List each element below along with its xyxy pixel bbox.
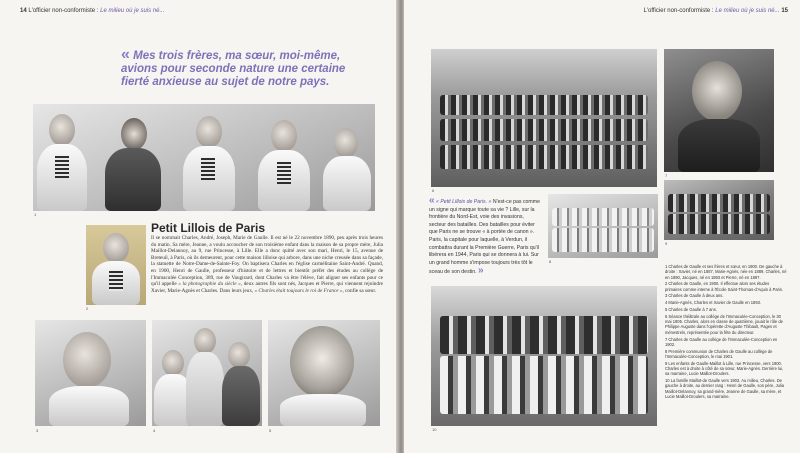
people-row	[440, 145, 648, 169]
toddler-body	[49, 386, 129, 426]
people-row	[440, 119, 648, 141]
child-body	[323, 156, 371, 211]
left-page-number: 14	[20, 8, 27, 14]
inset-quote-italic: « Petit Lillois de Paris. »	[436, 199, 492, 205]
left-header-subtitle: Le milieu où je suis né...	[100, 8, 165, 14]
people-row	[440, 356, 648, 414]
right-running-header: L'officier non-conformiste : Le milieu où je suis né... 15	[643, 8, 788, 14]
schoolboy-body	[678, 119, 760, 172]
caption-item: 4 Marie-Agnès, Charles et Xavier de Gaulle en 1893.	[665, 300, 762, 306]
child-head	[228, 342, 250, 368]
charles-portrait	[86, 225, 146, 305]
child-head	[271, 120, 297, 152]
photo-captions	[665, 264, 787, 401]
child-head	[196, 116, 222, 148]
photo-number: 5	[269, 428, 272, 433]
caption-item: 10 La famille Maillot-de Gaulle vers 1903. Au milieu, Charles. De gauche à droite, au dernier rang : Henri de Gaulle, son père, Julia Maillot-Delannoy, sa grand-mère, Jeanne de Gaulle, sa mère, et Lucie Maillot-Droulers, sa marraine.	[665, 378, 785, 400]
photo-number: 7	[665, 173, 668, 178]
photo-number: 6	[432, 188, 435, 193]
people-row	[668, 194, 769, 212]
boy-head	[290, 326, 354, 398]
toddler-photo	[35, 320, 146, 426]
quote-open-mark: «	[121, 46, 130, 63]
caption-item: 8 Première communion de Charles de Gaulle au collège de l'Immaculée-Conception, le mai 1901.	[665, 348, 773, 359]
pull-quote-text: Mes trois frères, ma sœur, moi-même, avions pour seconde nature une certaine fierté anxieuse au sujet de notre pays.	[121, 50, 346, 88]
striped-shirt	[277, 162, 291, 184]
caption-item: 9 Les enfants de Gaulle-Maillot à Lille, rue Princesse, vers 1900. Charles est à droite à côté de sa sœur, Marie-Agnès. Derrière lui, sa marraine, Lucie Maillot-Droulers.	[665, 360, 784, 377]
college-group-photo	[664, 180, 774, 240]
three-children-photo	[152, 320, 262, 426]
family-group-photo	[431, 286, 657, 426]
child-head	[334, 128, 358, 158]
striped-shirt	[201, 158, 215, 180]
left-running-header: 14 L'officier non-conformiste : Le milieu où je suis né...	[20, 8, 165, 14]
body-italic-2: « Charles était toujours le roi de France »	[254, 287, 343, 294]
people-row	[440, 95, 648, 115]
people-row	[552, 208, 653, 226]
body-italic-1: « la photographie du siècle »	[178, 281, 241, 288]
child-head	[49, 114, 75, 146]
caption-item: 7 Charles de Gaulle au collège de l'Immaculée-Conception en 1902.	[665, 336, 778, 347]
inset-quote	[429, 197, 542, 277]
child-head	[162, 350, 184, 376]
photo-number: 4	[153, 428, 156, 433]
caption-item: 3 Charles de Gaulle à deux ans.	[665, 293, 724, 299]
people-row	[552, 228, 653, 252]
toddler-head	[63, 332, 111, 388]
photo-number: 1	[34, 212, 37, 217]
quote-open-mark: «	[429, 195, 435, 206]
portrait-head	[103, 233, 129, 263]
section-title: Petit Lillois de Paris	[151, 221, 266, 235]
pull-quote	[121, 48, 359, 89]
communion-group-photo	[548, 194, 658, 258]
caption-item: 1 Charles de Gaulle et ses frères et sœur, en 1900. De gauche à droite : Xavier, né en 1887, Marie-Agnès, née en 1889, Charles, né en 1890, Jacques, né en 1893 et Pierre, né en 1897.	[665, 264, 787, 280]
photo-number: 3	[36, 428, 39, 433]
child-body	[105, 148, 161, 211]
inset-quote-text: N'est-ce pas comme un signe qui marque toute sa vie ? Lille, sur la frontière du Nord-Est, voie des invasions, secteur des batailles. Des batailles pour éviter que Paris ne se trouve « à portée de canon ». Paris, la capitale pour laquelle, à Verdun, il combattra durant la Première Guerre, Paris qu'il libérera en 1944, Paris qui se donnera à lui. Sur un grand homme s'impose toujours très tôt le sceau de son destin.	[429, 199, 540, 276]
quote-close-mark: »	[478, 265, 484, 277]
right-header-subtitle: Le milieu où je suis né...	[715, 8, 780, 14]
left-header-title: L'officier non-conformiste	[28, 8, 96, 14]
child-head	[121, 118, 147, 150]
schoolboy-head	[692, 61, 742, 121]
striped-shirt	[55, 156, 69, 178]
charles-schoolboy-portrait	[664, 49, 774, 172]
boy-seven-photo	[268, 320, 380, 426]
photo-number: 9	[665, 241, 668, 246]
left-page	[0, 0, 398, 453]
boy-body	[280, 394, 366, 426]
caption-item: 6 Séance théâtrale au collège de l'Immaculée-Conception, le 30 mai 1905. Charles, alors en classe de quatrième, jouait le rôle de Philippe Auguste dans l'opérette d'Auguste Thibault, Pages et ménestrels, représentée pour la fête du directeur.	[665, 313, 783, 335]
body-text-part-1: Il se nommait Charles, André, Joseph, Marie de Gaulle. Il est né le 22 novembre 1890, peu après trois heures du matin. Sa mère, Jeanne, a voulu accoucher de son troisième enfant dans la maison de sa propre mère, Julia Maillot-Delannoy, au 9, rue Princesse, à Lille. Elle a donc quitté avec son mari, Henri, le 15, avenue de Breteuil, à Paris, où ils demeurent, pour cette maison lilloise qui arbore, dans une niche creusée dans sa façade, la statuette de Notre-Dame-de-Sainte-Foy. On baptisera Charles en l'église carmélitaine Saint-André. Quand, en 1900, Henri de Gaulle, professeur d'histoire et de lettres et bientôt préfet des études au collège de l'Immaculée Conception, 389, rue de Vaugirard, dont Charles va être l'élève, fait aligner ses enfants pour ce qu'il appelle	[151, 235, 383, 288]
body-text-part-3: , confie sa sœur.	[342, 287, 377, 294]
theatre-group-photo	[431, 49, 657, 187]
right-page-number: 15	[781, 8, 788, 14]
body-text-part-2: , deux autres fils sont nés, Jacques et Pierre, qui viennent rejoindre Xavier, Marie-Agnès et Charles. Dans leurs jeux,	[151, 281, 383, 294]
photo-number: 10	[432, 427, 437, 432]
siblings-photo	[33, 104, 375, 211]
caption-item: 5 Charles de Gaulle à 7 ans.	[665, 307, 717, 313]
body-text	[151, 235, 383, 294]
child-body	[222, 366, 260, 426]
people-row	[440, 316, 648, 354]
people-row	[668, 214, 769, 234]
striped-shirt	[109, 271, 123, 291]
photo-number: 8	[549, 259, 552, 264]
child-body	[186, 352, 224, 426]
photo-number: 2	[86, 306, 89, 311]
caption-item: 2 Charles de Gaulle, en 1900. Il effectue alors ses études primaires comme interne à l'École Saint-Thomas-d'Aquin à Paris.	[665, 281, 784, 292]
right-header-title: L'officier non-conformiste	[643, 8, 711, 14]
child-head	[194, 328, 216, 354]
